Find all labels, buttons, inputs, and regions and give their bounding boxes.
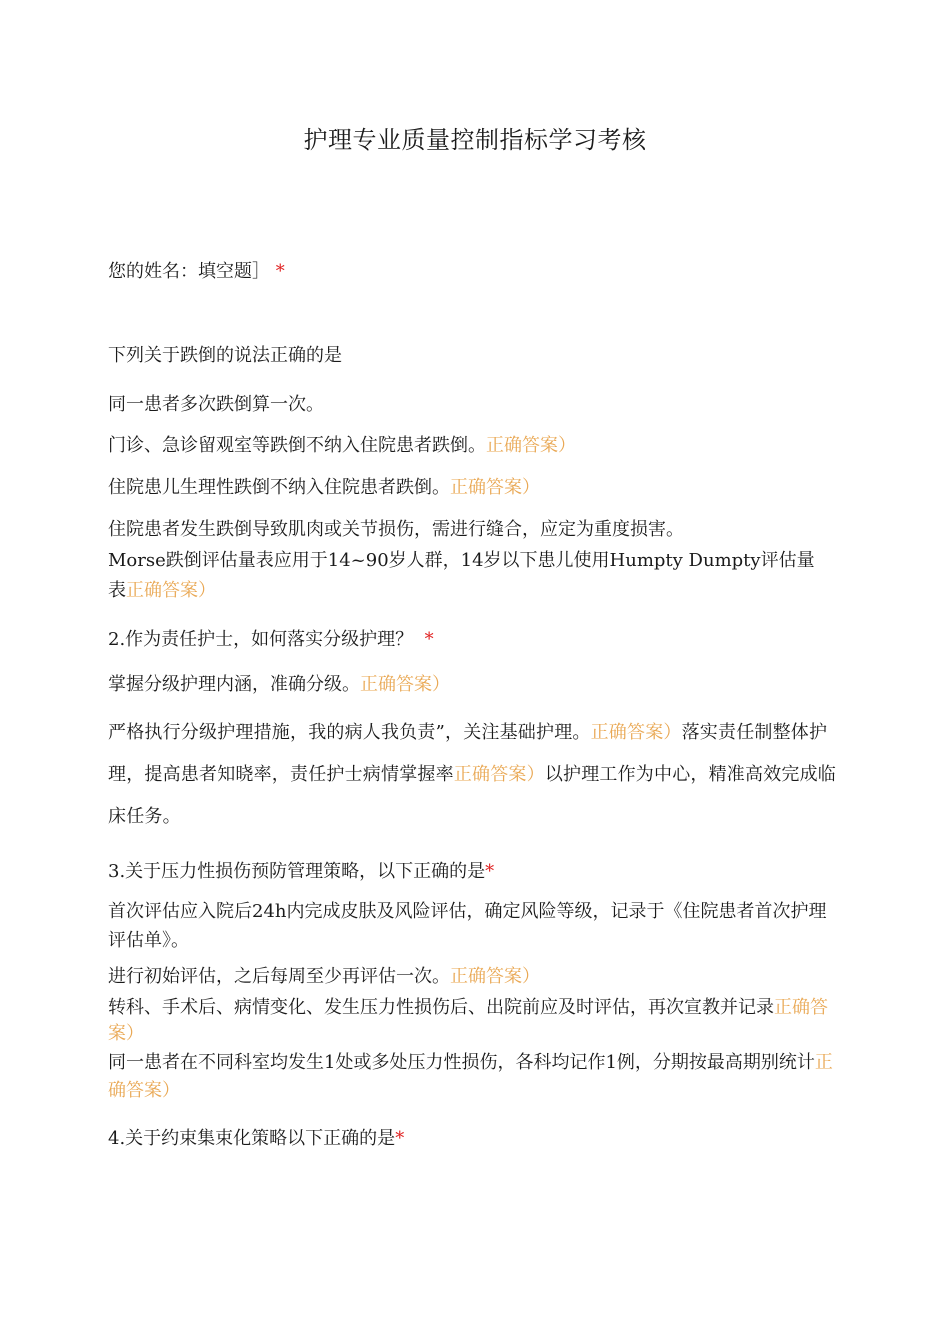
q3-option-4: 同一患者在不同科室均发生1处或多处压力性损伤，各科均记作1例，分期按最高期别统计正确答案） [108, 1052, 833, 1101]
q1-question: 下列关于跌倒的说法正确的是 [108, 345, 342, 366]
correct-answer-tag: 正确答案） [450, 966, 540, 987]
q3-option-2: 进行初始评估，之后每周至少再评估一次。正确答案） [108, 966, 540, 987]
correct-answer-tag: 正确答案） [453, 764, 545, 785]
q3-option-1: 首次评估应入院后24h内完成皮肤及风险评估，确定风险等级，记录于《住院患者首次护理评估单》。 [108, 901, 827, 951]
correct-answer-tag: 正确答案） [486, 435, 576, 456]
correct-answer-tag: 正确答案） [126, 580, 216, 601]
correct-answer-tag: 正确答案） [108, 1052, 833, 1101]
correct-answer-tag: 正确答案） [108, 997, 828, 1044]
q4-question: 4.关于约束集束化策略以下正确的是* [108, 1128, 405, 1149]
q1-option-5-cont: 表正确答案） [108, 580, 216, 601]
q2-question: 2.作为责任护士，如何落实分级护理？ * [108, 629, 434, 650]
q1-option-2: 门诊、急诊留观室等跌倒不纳入住院患者跌倒。正确答案） [108, 435, 576, 456]
q1-option-3: 住院患儿生理性跌倒不纳入住院患者跌倒。正确答案） [108, 477, 540, 498]
page-title: 护理专业质量控制指标学习考核 [303, 126, 647, 154]
q1-option-4: 住院患者发生跌倒导致肌肉或关节损伤，需进行缝合，应定为重度损害。 [108, 519, 684, 540]
name-question [108, 257, 843, 287]
required-star: * [424, 629, 434, 650]
correct-answer-tag: 正确答案） [360, 674, 450, 695]
correct-answer-tag: 正确答案） [450, 477, 540, 498]
required-star: * [275, 261, 285, 282]
required-star: * [485, 861, 495, 882]
q1-option-5: Morse跌倒评估量表应用于14~90岁人群，14岁以下患儿使用Humpty Dumpty评估量 [108, 550, 815, 571]
q2-option-2: 严格执行分级护理措施，我的病人我负责”，关注基础护理。正确答案）落实责任制整体护理，提高患者知晓率，责任护士病情掌握率正确答案）以护理工作为中心，精准高效完成临床任务。 [108, 722, 837, 827]
q3-question: 3.关于压力性损伤预防管理策略，以下正确的是* [108, 861, 495, 882]
name-question-label: 您的姓名：填空题］ [108, 261, 270, 282]
required-star: * [395, 1128, 405, 1149]
q3-option-3: 转科、手术后、病情变化、发生压力性损伤后、出院前应及时评估，再次宣教并记录正确答案） [108, 997, 828, 1044]
q1-option-1: 同一患者多次跌倒算一次。 [108, 394, 324, 415]
q2-option-1: 掌握分级护理内涵，准确分级。正确答案） [108, 674, 450, 695]
correct-answer-tag: 正确答案） [590, 722, 682, 743]
